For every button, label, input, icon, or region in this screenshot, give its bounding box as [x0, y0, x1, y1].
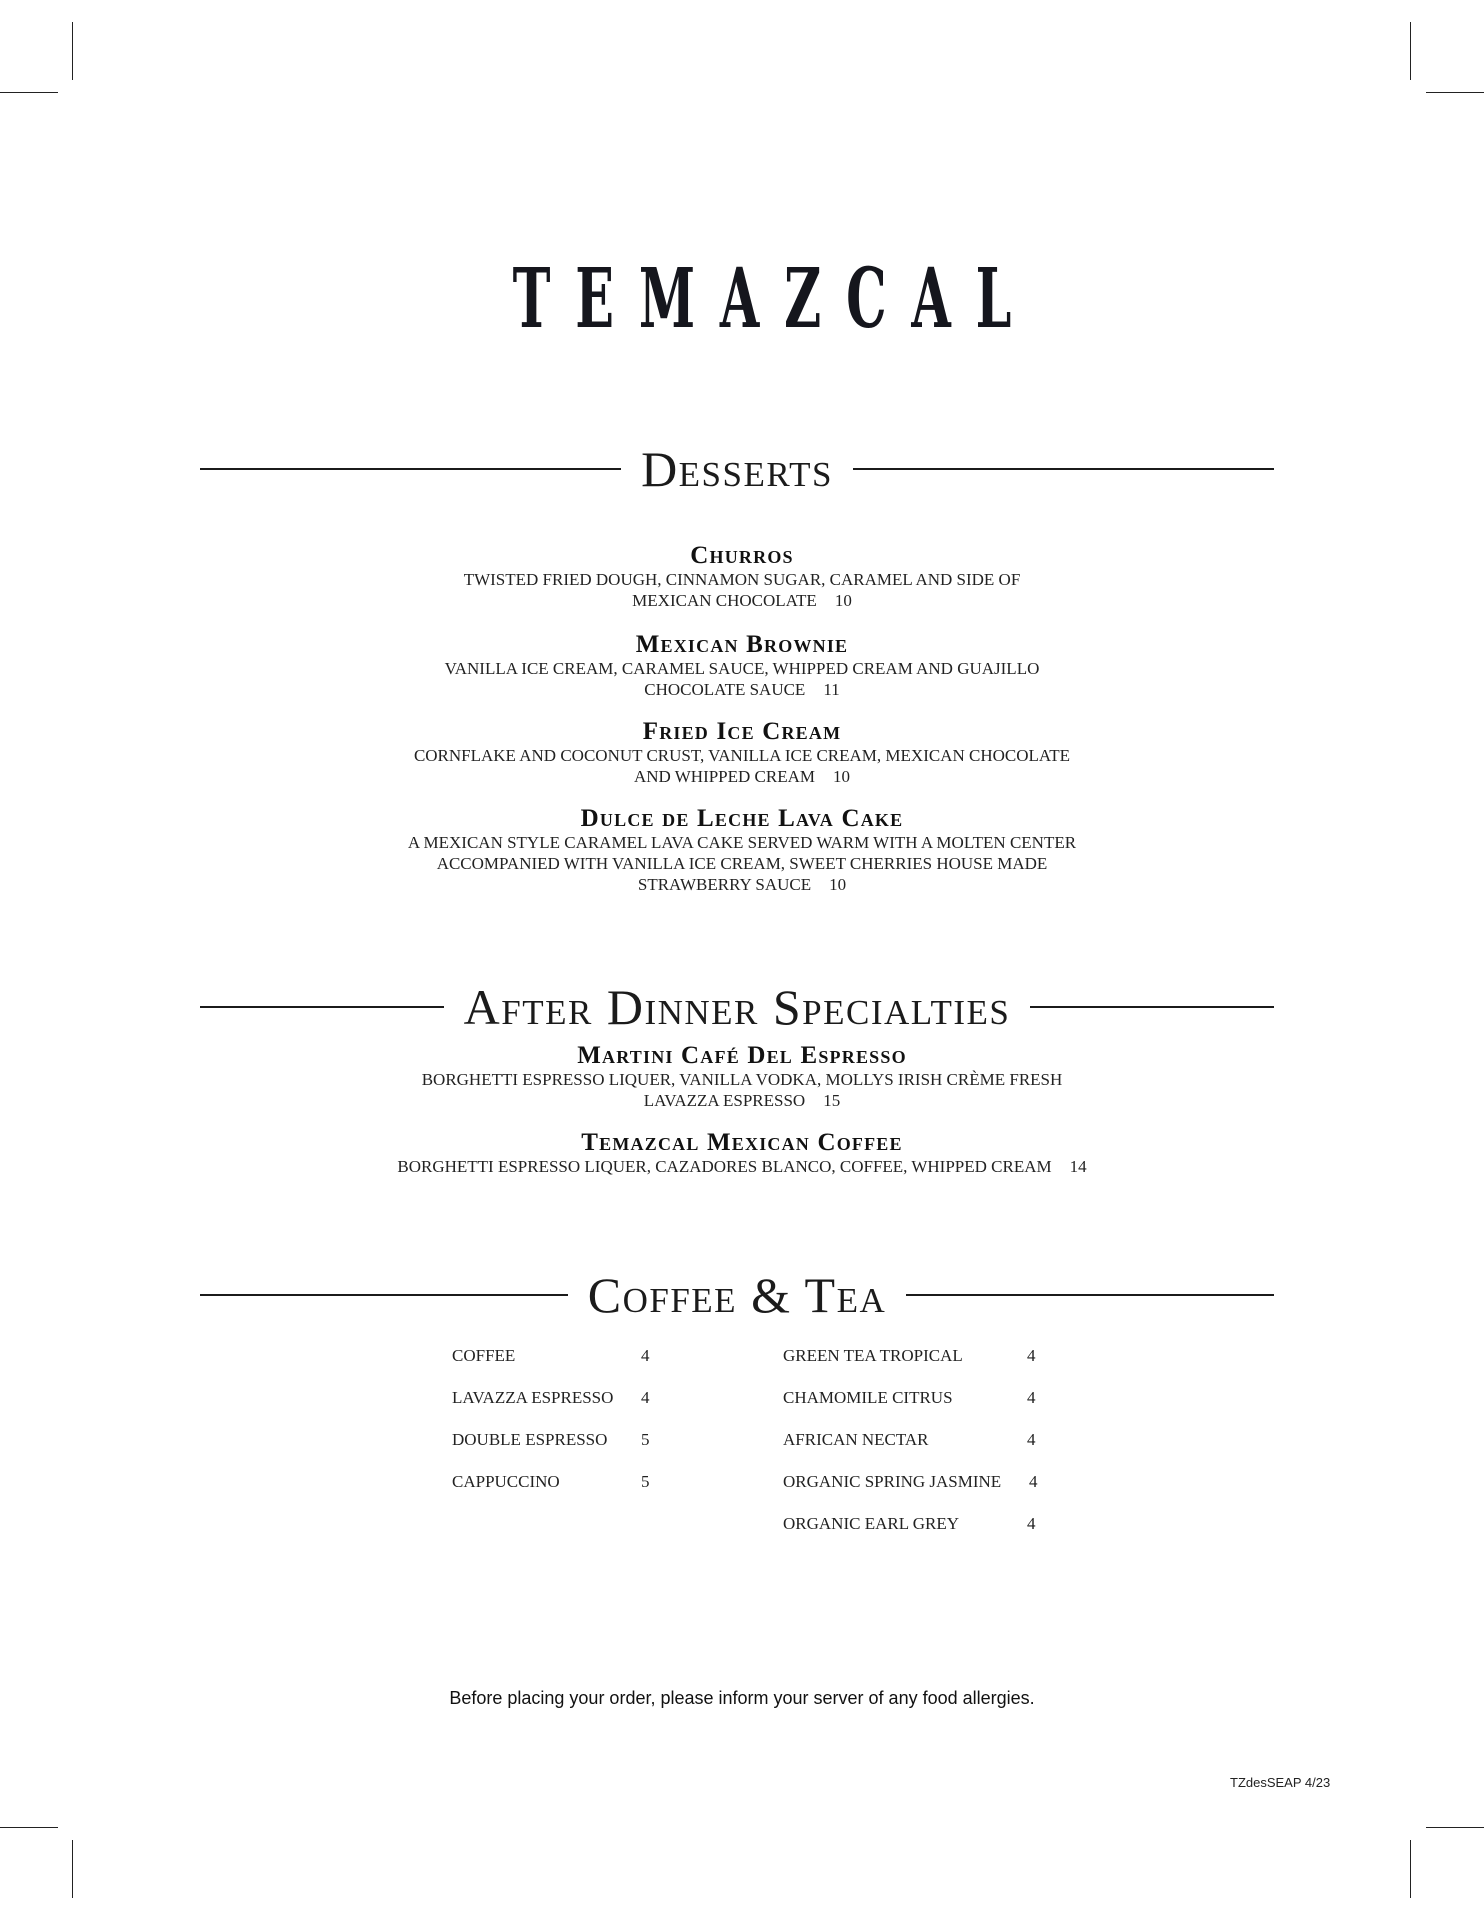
crop-mark	[0, 92, 58, 93]
item-price: 10	[834, 591, 852, 610]
drink-price: 5	[641, 1430, 650, 1449]
desc-line: LAVAZZA ESPRESSO	[643, 1091, 806, 1110]
drink-name: LAVAZZA ESPRESSO	[452, 1388, 614, 1407]
drink-item	[783, 1514, 1083, 1556]
divider	[200, 1006, 444, 1008]
drink-price: 4	[1027, 1388, 1036, 1407]
item-name: Fried Ice Cream	[642, 718, 842, 745]
crop-mark	[0, 1827, 58, 1828]
section-title: Coffee & Tea	[587, 1267, 887, 1323]
crop-mark	[72, 1840, 73, 1898]
divider	[200, 468, 621, 470]
drink-name: CAPPUCCINO	[452, 1472, 560, 1491]
menu-item	[0, 1130, 1484, 1177]
drink-item	[452, 1388, 752, 1430]
drink-list-left	[452, 1346, 752, 1514]
item-price: 10	[829, 875, 847, 894]
item-description	[0, 1156, 1484, 1177]
drink-list-right	[783, 1346, 1083, 1556]
desc-line: A MEXICAN STYLE CARAMEL LAVA CAKE SERVED WARM WITH A MOLTEN CENTER	[407, 833, 1077, 852]
divider	[1030, 1006, 1274, 1008]
item-price: 14	[1069, 1157, 1087, 1176]
drink-price: 4	[641, 1388, 650, 1407]
item-description	[0, 745, 1484, 787]
drink-price: 4	[1029, 1472, 1038, 1491]
drink-name: DOUBLE ESPRESSO	[452, 1430, 608, 1449]
section-title: After Dinner Specialties	[463, 979, 1011, 1035]
drink-price: 4	[1027, 1346, 1036, 1365]
section-after-dinner-header	[200, 979, 1274, 1035]
item-description	[0, 658, 1484, 700]
item-name: Temazcal Mexican Coffee	[581, 1129, 903, 1156]
item-name: Mexican Brownie	[635, 631, 849, 658]
drink-item	[783, 1430, 1083, 1472]
crop-mark	[1410, 1840, 1411, 1898]
desc-line: BORGHETTI ESPRESSO LIQUER, VANILLA VODKA, MOLLYS IRISH CRÈME FRESH	[421, 1070, 1063, 1089]
desc-line: TWISTED FRIED DOUGH, CINNAMON SUGAR, CARAMEL AND SIDE OF	[463, 570, 1021, 589]
desc-line: STRAWBERRY SAUCE	[637, 875, 812, 894]
item-name: Dulce de Leche Lava Cake	[580, 805, 904, 832]
item-name: Churros	[690, 542, 794, 569]
crop-mark	[72, 22, 73, 80]
item-description	[0, 1069, 1484, 1111]
drink-name: COFFEE	[452, 1346, 516, 1365]
section-title: Desserts	[641, 441, 833, 497]
drink-price: 4	[1027, 1430, 1036, 1449]
drink-name: CHAMOMILE CITRUS	[783, 1388, 953, 1407]
menu-item	[0, 1043, 1484, 1111]
crop-mark	[1410, 22, 1411, 80]
desc-line: CHOCOLATE SAUCE	[644, 680, 806, 699]
desc-line: CORNFLAKE AND COCONUT CRUST, VANILLA ICE CREAM, MEXICAN CHOCOLATE	[413, 746, 1071, 765]
section-desserts-header	[200, 441, 1274, 497]
item-name: Martini Café Del Espresso	[577, 1042, 907, 1069]
divider	[200, 1294, 568, 1296]
drink-item	[783, 1388, 1083, 1430]
menu-item	[0, 719, 1484, 787]
brand-logo: TEMAZCAL	[512, 251, 1037, 347]
drink-name: AFRICAN NECTAR	[783, 1430, 929, 1449]
item-price: 15	[823, 1091, 841, 1110]
menu-code: TZdesSEAP 4/23	[1230, 1775, 1331, 1790]
crop-mark	[1426, 92, 1484, 93]
drink-item	[783, 1346, 1083, 1388]
desc-line: ACCOMPANIED WITH VANILLA ICE CREAM, SWEET CHERRIES HOUSE MADE	[436, 854, 1048, 873]
desc-line: VANILLA ICE CREAM, CARAMEL SAUCE, WHIPPED CREAM AND GUAJILLO	[444, 659, 1040, 678]
menu-item	[0, 806, 1484, 895]
drink-item	[452, 1346, 752, 1388]
item-price: 10	[833, 767, 851, 786]
item-description	[0, 569, 1484, 611]
section-coffee-tea-header	[200, 1267, 1274, 1323]
drink-name: ORGANIC SPRING JASMINE	[783, 1472, 1002, 1491]
menu-item	[0, 632, 1484, 700]
drink-name: ORGANIC EARL GREY	[783, 1514, 959, 1533]
crop-mark	[1426, 1827, 1484, 1828]
desc-line: BORGHETTI ESPRESSO LIQUER, CAZADORES BLANCO, COFFEE, WHIPPED CREAM	[397, 1157, 1052, 1176]
item-description	[0, 832, 1484, 895]
drink-item	[783, 1472, 1083, 1514]
drink-item	[452, 1430, 752, 1472]
drink-price: 4	[641, 1346, 650, 1365]
divider	[853, 468, 1274, 470]
item-price: 11	[823, 680, 840, 699]
desc-line: MEXICAN CHOCOLATE	[632, 591, 817, 610]
allergy-note: Before placing your order, please inform your server of any food allergies.	[449, 1688, 1035, 1708]
drink-price: 4	[1027, 1514, 1036, 1533]
drink-item	[452, 1472, 752, 1514]
desc-line: AND WHIPPED CREAM	[633, 767, 816, 786]
drink-price: 5	[641, 1472, 650, 1491]
divider	[906, 1294, 1274, 1296]
menu-item	[0, 543, 1484, 611]
drink-name: GREEN TEA TROPICAL	[783, 1346, 963, 1365]
